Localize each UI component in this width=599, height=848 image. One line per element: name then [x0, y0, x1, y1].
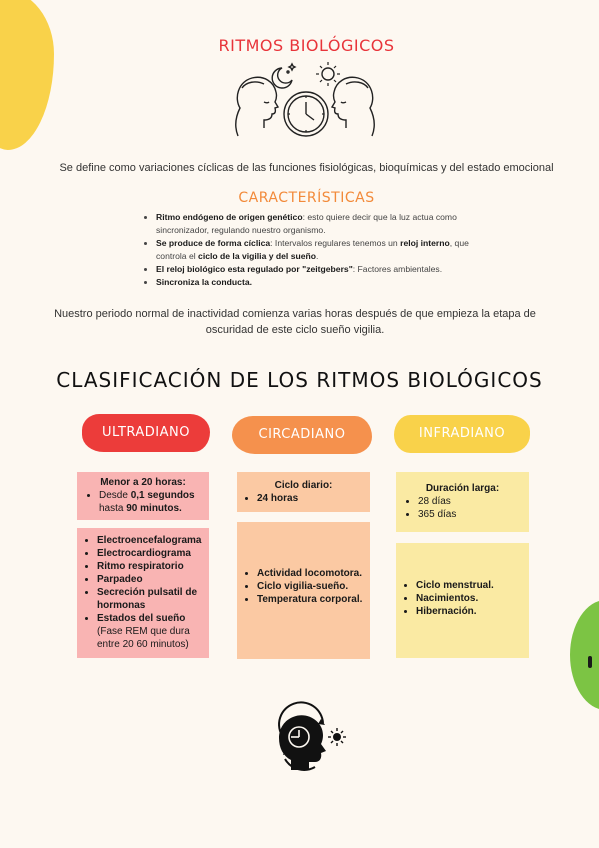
infradiano-examples-box: [396, 543, 529, 658]
list-item: • 365 días: [418, 508, 523, 521]
list-item: • Electrocardiograma: [97, 547, 205, 560]
infradiano-label: INFRADIANO: [394, 415, 530, 453]
list-item: • Temperatura corporal.: [257, 593, 366, 606]
list-item: • Estados del sueño (Fase REM que dura entre 20 60 minutos): [97, 612, 205, 651]
infradiano-duration-title: Duración larga:: [425, 483, 500, 494]
circadiano-examples-box: [237, 522, 370, 659]
list-item: • Electroencefalograma: [97, 534, 205, 547]
sun-icon: [316, 62, 340, 86]
characteristics-list: [146, 211, 486, 289]
characteristics-heading: CARACTERÍSTICAS: [238, 190, 375, 206]
circadiano-duration-title: Ciclo diario:: [274, 480, 333, 491]
list-item: • Actividad locomotora.: [257, 567, 366, 580]
ultradiano-examples-box: [77, 528, 209, 658]
list-item: • Ciclo menstrual.: [416, 579, 525, 592]
intro-text: Se define como variaciones cíclicas de las funciones fisiológicas, bioquímicas y del estado emocional: [59, 162, 554, 174]
circadiano-label: CIRCADIANO: [232, 416, 372, 454]
list-item: • Se produce de forma cíclica: Intervalos regulares tenemos un reloj interno, que controla el ciclo de la vigilia y del sueño.: [156, 237, 486, 263]
inactivity-paragraph: Nuestro periodo normal de inactividad comienza varias horas después de que empieza la etapa de oscuridad de este ciclo sueño vigilia.: [54, 308, 536, 336]
list-item: • 24 horas: [257, 492, 366, 505]
list-item: • El reloj biológico esta regulado por "zeitgebers": Factores ambientales.: [156, 263, 486, 276]
infradiano-duration-box: [396, 472, 529, 532]
list-item: • Ciclo vigilia-sueño.: [257, 580, 366, 593]
decorative-yellow-blob: [0, 0, 54, 150]
ultradiano-duration-title: Menor a 20 horas:: [100, 477, 186, 488]
moon-stars-icon: [272, 64, 295, 88]
list-item: • Ritmo endógeno de origen genético: esto quiere decir que la luz actua como sincronizador, regulando nuestro organismo.: [156, 211, 486, 237]
list-item: • Ritmo respiratorio: [97, 560, 205, 573]
sleep-note: (Fase REM que dura entre 20 60 minutos): [97, 626, 190, 650]
classification-heading: CLASIFICACIÓN DE LOS RITMOS BIOLÓGICOS: [56, 368, 543, 392]
list-item: • Nacimientos.: [416, 592, 525, 605]
list-item: • 28 días: [418, 495, 523, 508]
list-item: • Parpadeo: [97, 573, 205, 586]
page-title: RITMOS BIOLÓGICOS: [218, 36, 395, 55]
head-clock-icon: [259, 697, 349, 775]
circadiano-duration-box: [237, 472, 370, 512]
ultradiano-label: ULTRADIANO: [82, 414, 210, 452]
ultradiano-duration-box: [77, 472, 209, 520]
list-item: • Desde 0,1 segundos hasta 90 minutos.: [99, 489, 203, 515]
faces-clock-illustration: [230, 58, 380, 140]
list-item: • Secreción pulsatil de hormonas: [97, 586, 205, 612]
list-item: • Sincroniza la conducta.: [156, 276, 486, 289]
list-item: • Hibernación.: [416, 605, 525, 618]
decorative-green-blob: [570, 600, 599, 710]
